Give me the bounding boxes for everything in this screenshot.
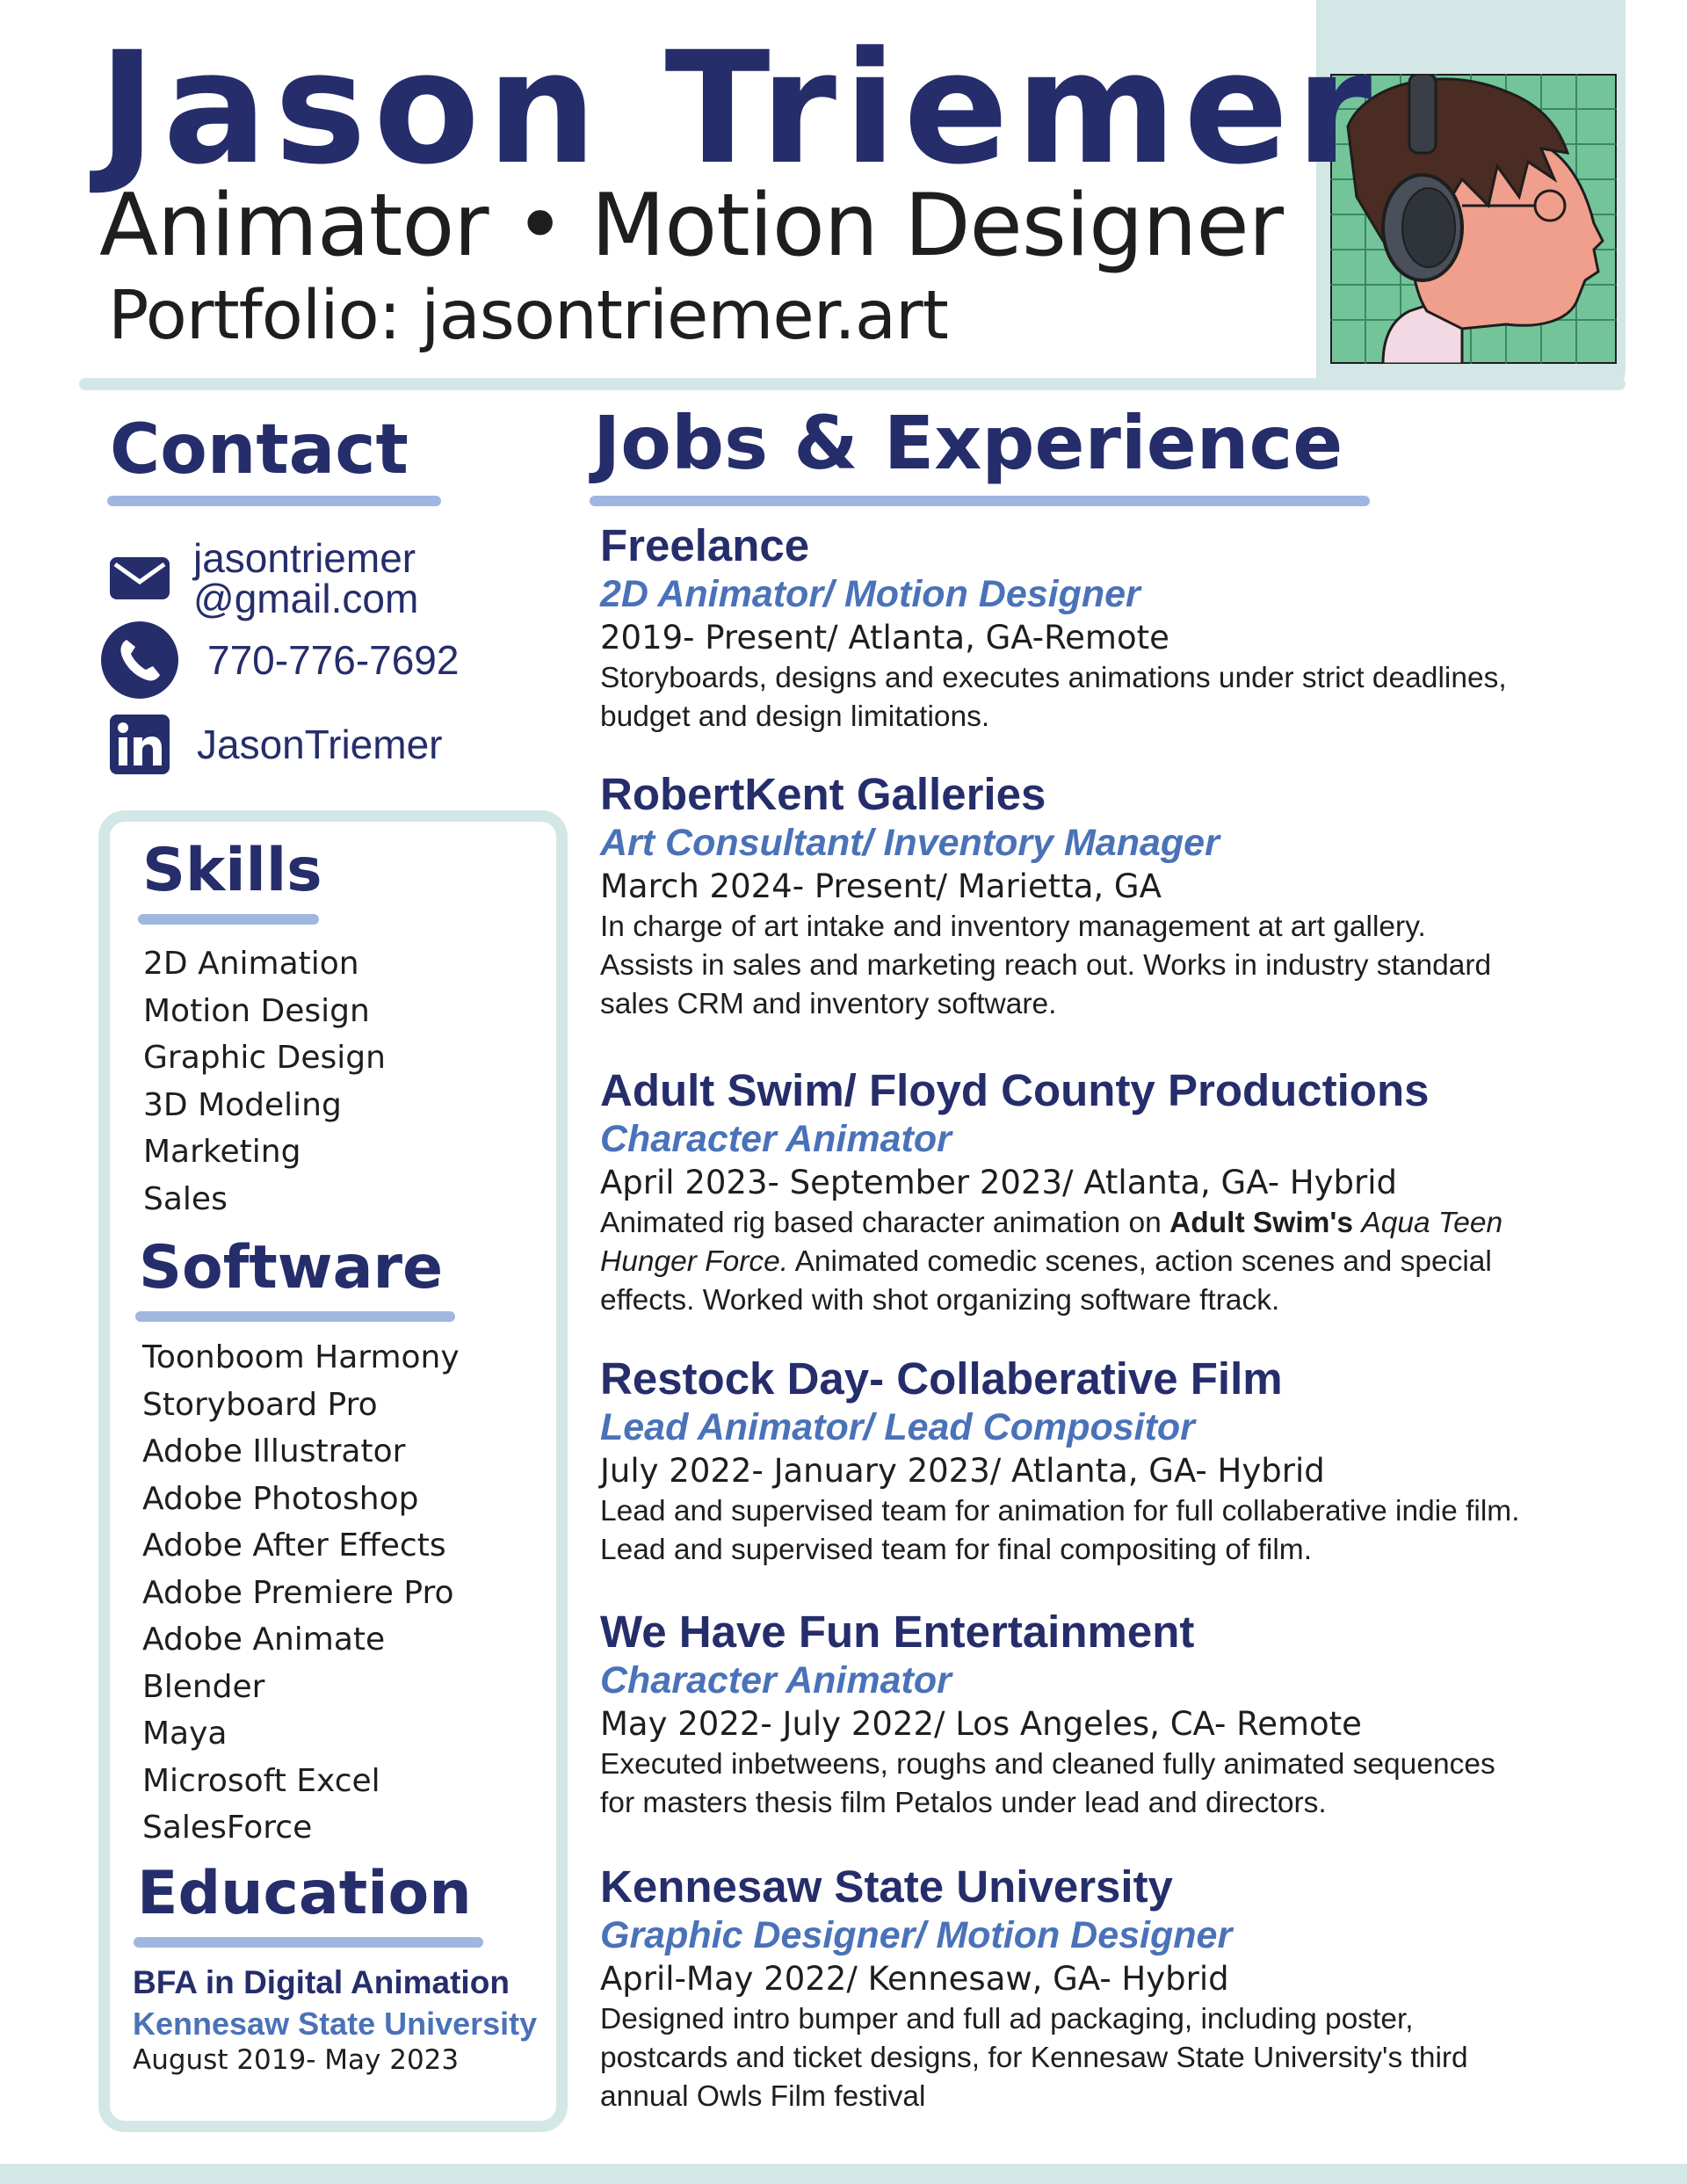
job-role: 2D Animator/ Motion Designer — [600, 572, 1140, 615]
education-heading: Education — [137, 1859, 472, 1928]
software-item: Adobe Photoshop — [142, 1480, 419, 1517]
jobs-underline — [590, 496, 1370, 506]
job-dates: May 2022- July 2022/ Los Angeles, CA- Remote — [600, 1705, 1362, 1744]
job-company: We Have Fun Entertainment — [600, 1607, 1195, 1657]
job-company: Kennesaw State University — [600, 1861, 1173, 1912]
phone-icon — [100, 620, 179, 700]
software-item: SalesForce — [142, 1810, 313, 1846]
portfolio-link[interactable]: Portfolio: jasontriemer.art — [108, 277, 948, 355]
desc-text: Animated rig based character animation on — [600, 1207, 1170, 1240]
skill-item: 3D Modeling — [143, 1086, 342, 1123]
skill-item: Motion Design — [143, 992, 370, 1029]
job-company: Freelance — [600, 520, 810, 570]
job-role: Graphic Designer/ Motion Designer — [600, 1913, 1233, 1956]
person-name: Jason Triemer — [98, 18, 1379, 199]
software-item: Microsoft Excel — [142, 1762, 380, 1799]
skills-heading: Skills — [142, 836, 322, 905]
desc-text: Animated comedic scenes, action scenes and special effects. Worked with shot organizing software ftrack. — [600, 1245, 1492, 1317]
software-item: Toonboom Harmony — [142, 1339, 460, 1375]
phone-row[interactable] — [100, 620, 459, 700]
phone-number: 770-776-7692 — [207, 637, 460, 683]
contact-underline — [107, 496, 441, 506]
job-role: Character Animator — [600, 1117, 952, 1160]
skills-list — [143, 940, 386, 1223]
software-item: Storyboard Pro — [142, 1386, 378, 1423]
job-dates: July 2022- January 2023/ Atlanta, GA- Hybrid — [600, 1452, 1325, 1491]
desc-italic-title: Aqua Teen Hunger Force. — [600, 1207, 1503, 1279]
skill-item: 2D Animation — [143, 946, 359, 982]
job-role: Character Animator — [600, 1658, 952, 1701]
skills-underline — [138, 914, 319, 925]
envelope-icon — [105, 544, 174, 613]
desc-bold-brand: Adult Swim's — [1169, 1207, 1354, 1240]
software-item: Blender — [142, 1668, 265, 1705]
email-line-2: @gmail.com — [193, 576, 419, 621]
job-entry — [600, 1861, 1628, 2116]
email-line-1: jasontriemer — [193, 535, 416, 581]
linkedin-handle: JasonTriemer — [197, 722, 443, 767]
skill-item: Marketing — [143, 1134, 301, 1170]
job-entry — [600, 1607, 1628, 1823]
job-entry — [600, 520, 1628, 736]
software-item: Maya — [142, 1716, 228, 1752]
job-description — [600, 1204, 1540, 1320]
software-list — [142, 1334, 460, 1852]
software-item: Adobe Illustrator — [142, 1433, 406, 1469]
job-description: Lead and supervised team for animation for full collaberative indie film. Lead and supervised team for final compositing of film. — [600, 1495, 1520, 1567]
footer-bar — [0, 2164, 1687, 2184]
job-role: Lead Animator/ Lead Compositor — [600, 1405, 1195, 1448]
job-dates: 2019- Present/ Atlanta, GA-Remote — [600, 619, 1169, 657]
software-item: Adobe Animate — [142, 1622, 386, 1658]
job-entry — [600, 1353, 1628, 1570]
job-title-tagline: Animator • Motion Designer — [99, 176, 1284, 276]
job-description: Designed intro bumper and full ad packaging, including poster, postcards and ticket designs, for Kennesaw State University's third annual Owls Film festival — [600, 2003, 1468, 2114]
education-dates: August 2019- May 2023 — [133, 2044, 460, 2076]
job-description: In charge of art intake and inventory management at art gallery. Assists in sales and marketing reach out. Works in industry standard sales CRM and inventory software. — [600, 911, 1492, 1021]
job-dates: March 2024- Present/ Marietta, GA — [600, 867, 1162, 906]
education-degree: BFA in Digital Animation — [133, 1964, 510, 2000]
header-divider — [79, 378, 1625, 390]
contact-heading: Contact — [110, 410, 409, 490]
jobs-heading: Jobs & Experience — [593, 400, 1343, 486]
linkedin-icon — [109, 714, 170, 775]
software-item: Adobe Premiere Pro — [142, 1574, 454, 1611]
skill-item: Graphic Design — [143, 1040, 386, 1076]
job-entry — [600, 1065, 1628, 1320]
software-heading: Software — [139, 1233, 444, 1302]
education-school: Kennesaw State University — [133, 2006, 538, 2042]
education-underline — [134, 1937, 483, 1948]
job-company: Adult Swim/ Floyd County Productions — [600, 1065, 1430, 1115]
software-underline — [135, 1311, 455, 1322]
job-dates: April-May 2022/ Kennesaw, GA- Hybrid — [600, 1960, 1229, 1999]
email-row[interactable] — [105, 535, 419, 621]
linkedin-row[interactable] — [109, 714, 442, 775]
job-company: Restock Day- Collaberative Film — [600, 1353, 1283, 1404]
job-description: Storyboards, designs and executes animations under strict deadlines, budget and design limitations. — [600, 662, 1507, 734]
job-company: RobertKent Galleries — [600, 769, 1046, 819]
job-role: Art Consultant/ Inventory Manager — [600, 821, 1220, 864]
job-description: Executed inbetweens, roughs and cleaned fully animated sequences for masters thesis film Petalos under lead and directors. — [600, 1748, 1495, 1820]
software-item: Adobe After Effects — [142, 1527, 446, 1564]
skill-item: Sales — [143, 1180, 228, 1217]
job-dates: April 2023- September 2023/ Atlanta, GA- Hybrid — [600, 1164, 1398, 1202]
job-entry — [600, 769, 1628, 1024]
